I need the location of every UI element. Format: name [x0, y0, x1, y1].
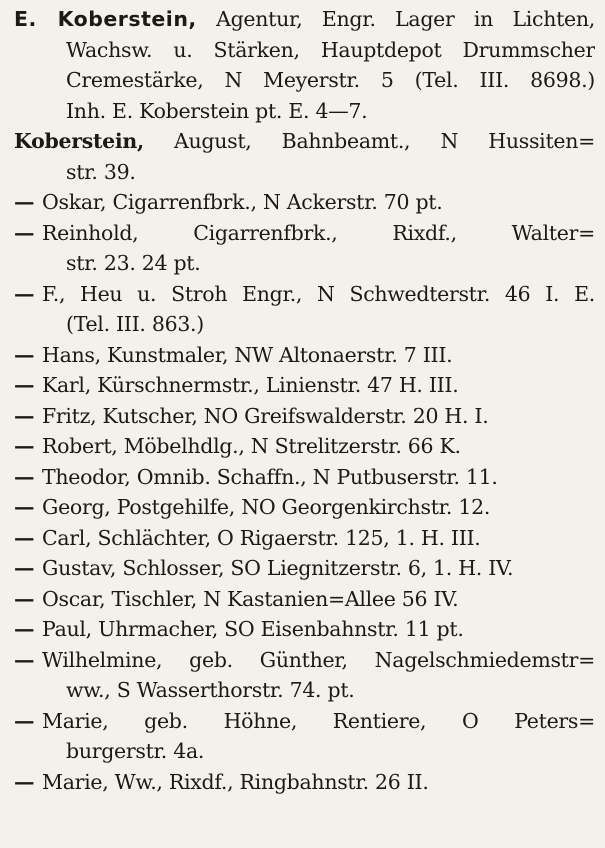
entry-text: F., Heu u. Stroh Engr., N Schwedterstr. 46 I. E. — [42, 281, 595, 306]
entry-text: Paul, Uhrmacher, SO Eisenbahnstr. 11 pt. — [42, 617, 464, 641]
entry-continuation — [14, 309, 595, 340]
entry-line — [14, 401, 595, 432]
entry-text: Georg, Postgehilfe, NO Georgenkirchstr. 12. — [42, 495, 491, 519]
entry-line — [14, 706, 595, 737]
ditto-dash: — — [14, 525, 35, 550]
entry-line — [14, 767, 595, 798]
entry-line — [14, 523, 595, 554]
entry-continuation — [14, 96, 595, 127]
entry-line — [14, 492, 595, 523]
entry-text: Marie, Ww., Rixdf., Ringbahnstr. 26 II. — [42, 769, 429, 794]
ditto-dash: — — [14, 220, 35, 245]
ditto-dash: — — [14, 281, 35, 306]
entry-line — [14, 370, 595, 401]
entry-text: Reinhold, Cigarrenfbrk., Rixdf., Walter= — [42, 220, 595, 245]
directory-entry — [14, 614, 595, 645]
entry-continuation — [14, 157, 595, 188]
directory-entry — [14, 645, 595, 706]
directory-entry — [14, 431, 595, 462]
directory-entry — [14, 584, 595, 615]
entry-text: str. 39. — [66, 159, 136, 184]
entry-text: Oskar, Cigarrenfbrk., N Ackerstr. 70 pt. — [42, 190, 443, 214]
entry-text: str. 23. 24 pt. — [66, 251, 201, 275]
directory-entry — [14, 218, 595, 279]
entry-text: Agentur, Engr. Lager in Lichten, — [196, 7, 595, 31]
ditto-dash: — — [14, 708, 35, 733]
directory-entry — [14, 126, 595, 187]
entry-text: Karl, Kürschnermstr., Linienstr. 47 H. III. — [42, 373, 459, 397]
entry-continuation — [14, 65, 595, 96]
ditto-dash: — — [14, 403, 35, 428]
ditto-dash: — — [14, 373, 35, 397]
ditto-dash: — — [14, 342, 35, 367]
directory-entry — [14, 767, 595, 798]
ditto-dash: — — [14, 586, 35, 611]
entry-continuation — [14, 675, 595, 706]
entry-text: ww., S Wasserthorstr. 74. pt. — [66, 678, 355, 702]
directory-entry — [14, 706, 595, 767]
entry-line — [14, 462, 595, 493]
entry-text: Wilhelmine, geb. Günther, Nagelschmiedemstr= — [42, 647, 595, 672]
directory-entry — [14, 462, 595, 493]
directory-entry — [14, 553, 595, 584]
entry-text: Carl, Schlächter, O Rigaerstr. 125, 1. H. III. — [42, 525, 481, 550]
entry-text: burgerstr. 4a. — [66, 739, 205, 763]
entry-text: August, Bahnbeamt., N Hussiten= — [143, 129, 595, 153]
ditto-dash: — — [14, 769, 35, 794]
entry-text: Theodor, Omnib. Schaffn., N Putbuserstr. 11. — [42, 464, 498, 489]
entry-line — [14, 218, 595, 249]
firm-name: E. Koberstein, — [14, 7, 197, 31]
directory-entry — [14, 4, 595, 126]
entry-line — [14, 126, 595, 157]
directory-entry — [14, 492, 595, 523]
entry-line — [14, 614, 595, 645]
directory-entry — [14, 187, 595, 218]
entry-text: Robert, Möbelhdlg., N Strelitzerstr. 66 K. — [42, 434, 461, 458]
ditto-dash: — — [14, 495, 35, 519]
entry-text: Fritz, Kutscher, NO Greifswalderstr. 20 H. I. — [42, 403, 489, 428]
entry-text: Gustav, Schlosser, SO Liegnitzerstr. 6, 1. H. IV. — [42, 556, 514, 580]
ditto-dash: — — [14, 647, 35, 672]
ditto-dash: — — [14, 556, 35, 580]
entry-line — [14, 279, 595, 310]
ditto-dash: — — [14, 434, 35, 458]
directory-entry — [14, 401, 595, 432]
surname-heading: Koberstein, — [14, 129, 144, 153]
ditto-dash: — — [14, 617, 35, 641]
entry-continuation — [14, 736, 595, 767]
entry-continuation — [14, 248, 595, 279]
ditto-dash: — — [14, 464, 35, 489]
entry-line — [14, 645, 595, 676]
directory-entry — [14, 370, 595, 401]
ditto-dash: — — [14, 190, 35, 214]
entry-line — [14, 584, 595, 615]
directory-entry — [14, 340, 595, 371]
entry-text: Hans, Kunstmaler, NW Altonaerstr. 7 III. — [42, 342, 453, 367]
entry-line — [14, 4, 595, 35]
entry-line — [14, 431, 595, 462]
entry-text: Inh. E. Koberstein pt. E. 4—7. — [66, 98, 368, 123]
entry-text: Cremestärke, N Meyerstr. 5 (Tel. III. 8698.) — [66, 68, 595, 92]
directory-entry — [14, 279, 595, 340]
entry-continuation — [14, 35, 595, 66]
entry-text: Wachsw. u. Stärken, Hauptdepot Drummscher — [66, 37, 595, 62]
entry-text: Marie, geb. Höhne, Rentiere, O Peters= — [42, 708, 595, 733]
entry-text: (Tel. III. 863.) — [66, 312, 204, 336]
entry-line — [14, 187, 595, 218]
directory-entry — [14, 523, 595, 554]
entry-line — [14, 553, 595, 584]
entry-line — [14, 340, 595, 371]
entry-text: Oscar, Tischler, N Kastanien=Allee 56 IV. — [42, 586, 459, 611]
